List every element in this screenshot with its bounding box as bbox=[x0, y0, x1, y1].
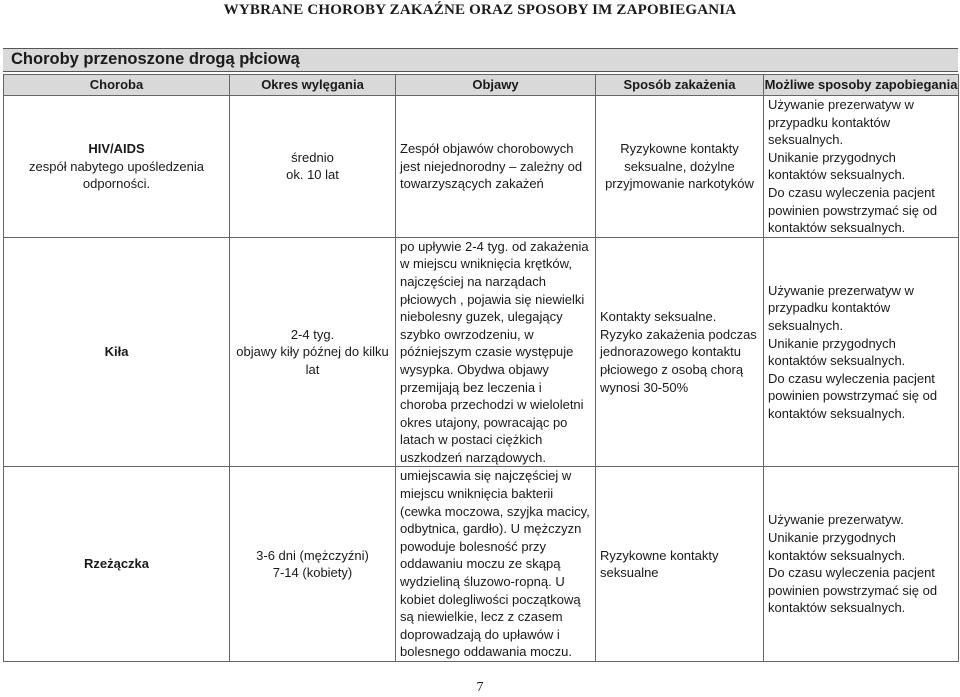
table-row bbox=[4, 237, 959, 467]
header-zapobieganie: Możliwe sposoby zapobiegania bbox=[764, 75, 959, 96]
table-header-row bbox=[4, 75, 959, 96]
header-sposob-zakazenia: Sposób zakażenia bbox=[596, 75, 764, 96]
document-title: WYBRANE CHOROBY ZAKAŹNE ORAZ SPOSOBY IM ZAPOBIEGANIA bbox=[223, 2, 737, 18]
table-row bbox=[4, 467, 959, 662]
disease-name: HIV/AIDS bbox=[88, 140, 145, 156]
prevention-cell: Używanie prezerwatyw. Unikanie przygodnych kontaktów seksualnych. Do czasu wyleczenia pacjent powinien powstrzymać się od kontaktów seksualnych. bbox=[764, 467, 959, 662]
disease-description: zespół nabytego upośledzenia odporności. bbox=[29, 158, 204, 192]
section-title: Choroby przenoszone drogą płciową bbox=[11, 50, 300, 68]
incubation-cell: 2-4 tyg. objawy kiły późnej do kilku lat bbox=[230, 237, 396, 467]
symptoms-cell: umiejscawia się najczęściej w miejscu wniknięcia bakterii (cewka moczowa, szyjka macicy, odbytnica, gardło). U mężczyzn powoduje bolesność przy oddawaniu moczu ze skąpą wydzieliną śluzowo-ropną. U kobiet dolegliwości początkową są niewielkie, lecz z czasem doprowadzają do upławów i bolesnego oddawania moczu. bbox=[396, 467, 596, 662]
header-okres-wylegania: Okres wylęgania bbox=[230, 75, 396, 96]
disease-name: Rzeżączka bbox=[4, 467, 230, 662]
symptoms-cell: po upływie 2-4 tyg. od zakażenia w miejscu wniknięcia krętków, najczęściej na narządach płciowych , pojawia się niewielki niebolesny guzek, ulegający szybko owrzodzeniu, w późniejszym czasie występuje wysypka. Obydwa objawy przemijają bez leczenia i choroba przechodzi w wieloletni okres utajony, powracając po latach w postaci ciężkich uszkodzeń narządowych. bbox=[396, 237, 596, 467]
diseases-table bbox=[3, 74, 959, 662]
transmission-cell: Kontakty seksualne. Ryzyko zakażenia podczas jednorazowego kontaktu płciowego z osobą chorą wynosi 30-50% bbox=[596, 237, 764, 467]
header-objawy: Objawy bbox=[396, 75, 596, 96]
transmission-cell: Ryzykowne kontakty seksualne, dożylne przyjmowanie narkotyków bbox=[596, 96, 764, 238]
incubation-cell: średnio ok. 10 lat bbox=[230, 96, 396, 238]
header-choroba: Choroba bbox=[4, 75, 230, 96]
incubation-cell: 3-6 dni (mężczyźni) 7-14 (kobiety) bbox=[230, 467, 396, 662]
page-number: 7 bbox=[476, 680, 484, 695]
section-header bbox=[3, 48, 958, 72]
disease-name: Kiła bbox=[4, 237, 230, 467]
transmission-cell: Ryzykowne kontakty seksualne bbox=[596, 467, 764, 662]
disease-name-cell bbox=[4, 96, 230, 238]
symptoms-cell: Zespół objawów chorobowych jest niejednorodny – zależny od towarzyszących zakażeń bbox=[396, 96, 596, 238]
table-row bbox=[4, 96, 959, 238]
prevention-cell: Używanie prezerwatyw w przypadku kontaktów seksualnych. Unikanie przygodnych kontaktów seksualnych. Do czasu wyleczenia pacjent powinien powstrzymać się od kontaktów seksualnych. bbox=[764, 237, 959, 467]
prevention-cell: Używanie prezerwatyw w przypadku kontaktów seksualnych. Unikanie przygodnych kontaktów seksualnych. Do czasu wyleczenia pacjent powinien powstrzymać się od kontaktów seksualnych. bbox=[764, 96, 959, 238]
